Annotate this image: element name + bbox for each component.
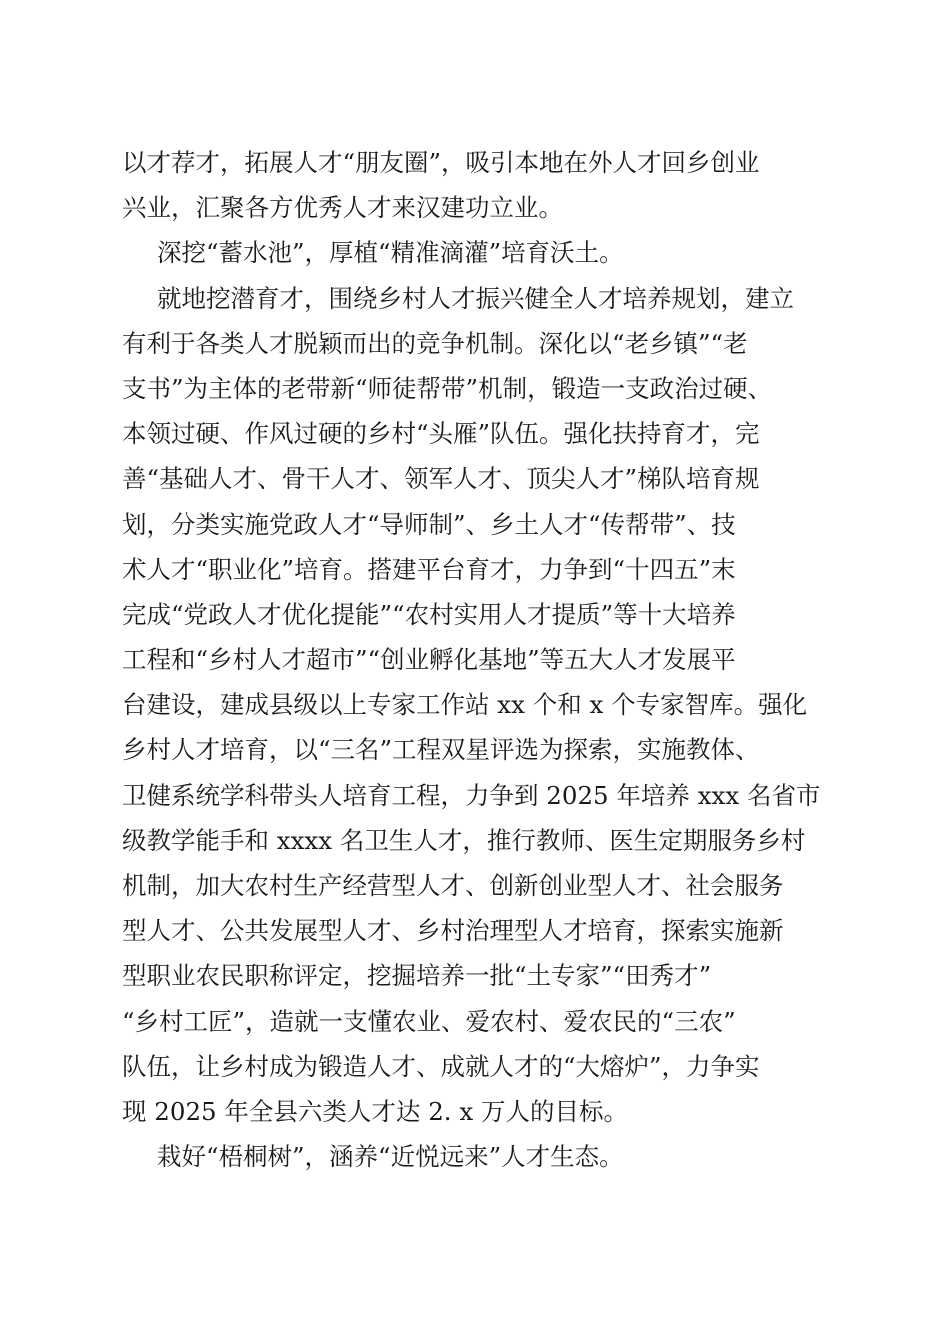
paragraph-line: 台建设，建成县级以上专家工作站 xx 个和 x 个专家智库。强化 [122, 690, 808, 720]
document-body [122, 140, 832, 1179]
paragraph-line: 级教学能手和 xxxx 名卫生人才，推行教师、医生定期服务乡村 [122, 825, 806, 855]
paragraph-line: 完成“党政人才优化提能”“农村实用人才提质”等十大培养 [122, 599, 736, 629]
paragraph-talent-cultivation [122, 276, 832, 1135]
paragraph-line: 善“基础人才、骨干人才、领军人才、顶尖人才”梯队培育规 [122, 464, 760, 494]
paragraph-line: “乡村工匠”，造就一支懂农业、爱农村、爱农民的“三农” [122, 1006, 736, 1036]
paragraph-line: 以才荐才，拓展人才“朋友圈”，吸引本地在外人才回乡创业 [122, 148, 760, 177]
paragraph-line: 有利于各类人才脱颖而出的竞争机制。深化以“老乡镇”“老 [122, 328, 748, 358]
paragraph-line: 型职业农民职称评定，挖掘培养一批“土专家”“田秀才” [122, 961, 712, 991]
section-heading-reservoir: 深挖“蓄水池”，厚植“精准滴灌”培育沃土。 [157, 238, 624, 268]
paragraph-line: 现 2025 年全县六类人才达 2. x 万人的目标。 [122, 1096, 628, 1126]
paragraph-line: 乡村人才培育，以“三名”工程双星评选为探索，实施教体、 [122, 735, 760, 765]
paragraph-line: 本领过硬、作风过硬的乡村“头雁”队伍。强化扶持育才，完 [122, 419, 760, 449]
paragraph-line: 队伍，让乡村成为锻造人才、成就人才的“大熔炉”，力争实 [122, 1051, 760, 1081]
paragraph-line: 就地挖潜育才，围绕乡村人才振兴健全人才培养规划，建立 [157, 283, 794, 313]
paragraph-line: 支书”为主体的老带新“师徒帮带”机制，锻造一支政治过硬、 [122, 373, 773, 403]
paragraph-line: 卫健系统学科带头人培育工程，力争到 2025 年培养 xxx 名省市 [122, 780, 821, 810]
paragraph-line: 型人才、公共发展型人才、乡村治理型人才培育，探索实施新 [122, 916, 784, 946]
section-heading-phoenix-tree: 栽好“梧桐树”，涵养“近悦远来”人才生态。 [157, 1142, 624, 1172]
paragraph-line: 机制，加大农村生产经营型人才、创新创业型人才、社会服务 [122, 871, 784, 900]
paragraph-line: 划，分类实施党政人才“导师制”、乡土人才“传帮带”、技 [122, 509, 736, 539]
paragraph-talent-recommendation [122, 140, 832, 230]
paragraph-line: 工程和“乡村人才超市”“创业孵化基地”等五大人才发展平 [122, 645, 736, 675]
paragraph-line: 术人才“职业化”培育。搭建平台育才，力争到“十四五”末 [122, 554, 736, 584]
paragraph-line: 兴业，汇聚各方优秀人才来汉建功立业。 [122, 193, 563, 223]
